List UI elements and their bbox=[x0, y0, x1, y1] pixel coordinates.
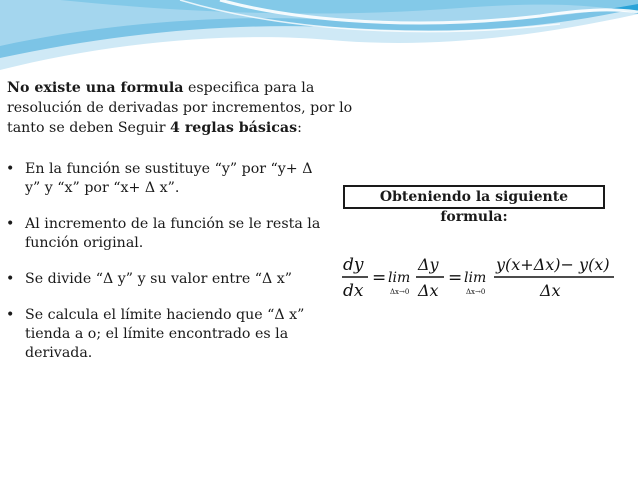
rule-text: Al incremento de la función se le resta la función original. bbox=[25, 216, 321, 251]
rule-text: Se divide “Δ y” y su valor entre “Δ x” bbox=[25, 271, 293, 287]
svg-text:=: = bbox=[448, 268, 463, 288]
formula-callout-box: Obteniendo la siguiente formula: bbox=[343, 185, 605, 209]
rule-text: Se calcula el límite haciendo que “Δ x” tienda a o; el límite encontrado es la derivada. bbox=[25, 307, 305, 361]
derivative-formula bbox=[338, 244, 618, 312]
formula-dy: dy bbox=[343, 255, 364, 275]
formula-delta-y: Δy bbox=[418, 255, 439, 274]
formula-lim-1: lim bbox=[388, 270, 411, 286]
rules-list bbox=[6, 160, 326, 380]
list-item bbox=[6, 160, 326, 198]
rule-text: En la función se sustituye “y” por “y+ Δ y” y “x” por “x+ Δ x”. bbox=[25, 161, 313, 196]
list-item bbox=[6, 306, 326, 363]
formula-delta-x: Δx bbox=[418, 281, 439, 300]
intro-bold-2: 4 reglas básicas bbox=[170, 120, 298, 136]
svg-text:=: = bbox=[372, 268, 387, 288]
bullet-icon: • bbox=[6, 271, 15, 287]
formula-numerator: y(x+Δx)− y(x) bbox=[496, 255, 610, 274]
formula-limsub-1: Δx→0 bbox=[390, 288, 410, 296]
bullet-icon: • bbox=[6, 161, 15, 177]
list-item bbox=[6, 270, 326, 289]
formula-lim-2: lim bbox=[464, 270, 487, 286]
formula-limsub-2: Δx→0 bbox=[466, 288, 486, 296]
bullet-icon: • bbox=[6, 307, 15, 323]
header-wave-decoration bbox=[0, 0, 638, 72]
list-item bbox=[6, 215, 326, 253]
intro-text-1: especifica para la resolución de derivadas por incrementos, por lo tanto se deben Seguir bbox=[7, 80, 353, 136]
formula-dx: dx bbox=[343, 281, 364, 301]
bullet-icon: • bbox=[6, 216, 15, 232]
intro-paragraph bbox=[7, 78, 387, 138]
formula-denominator: Δx bbox=[540, 281, 561, 300]
intro-bold-1: No existe una formula bbox=[7, 80, 184, 96]
intro-text-2: : bbox=[297, 120, 302, 136]
